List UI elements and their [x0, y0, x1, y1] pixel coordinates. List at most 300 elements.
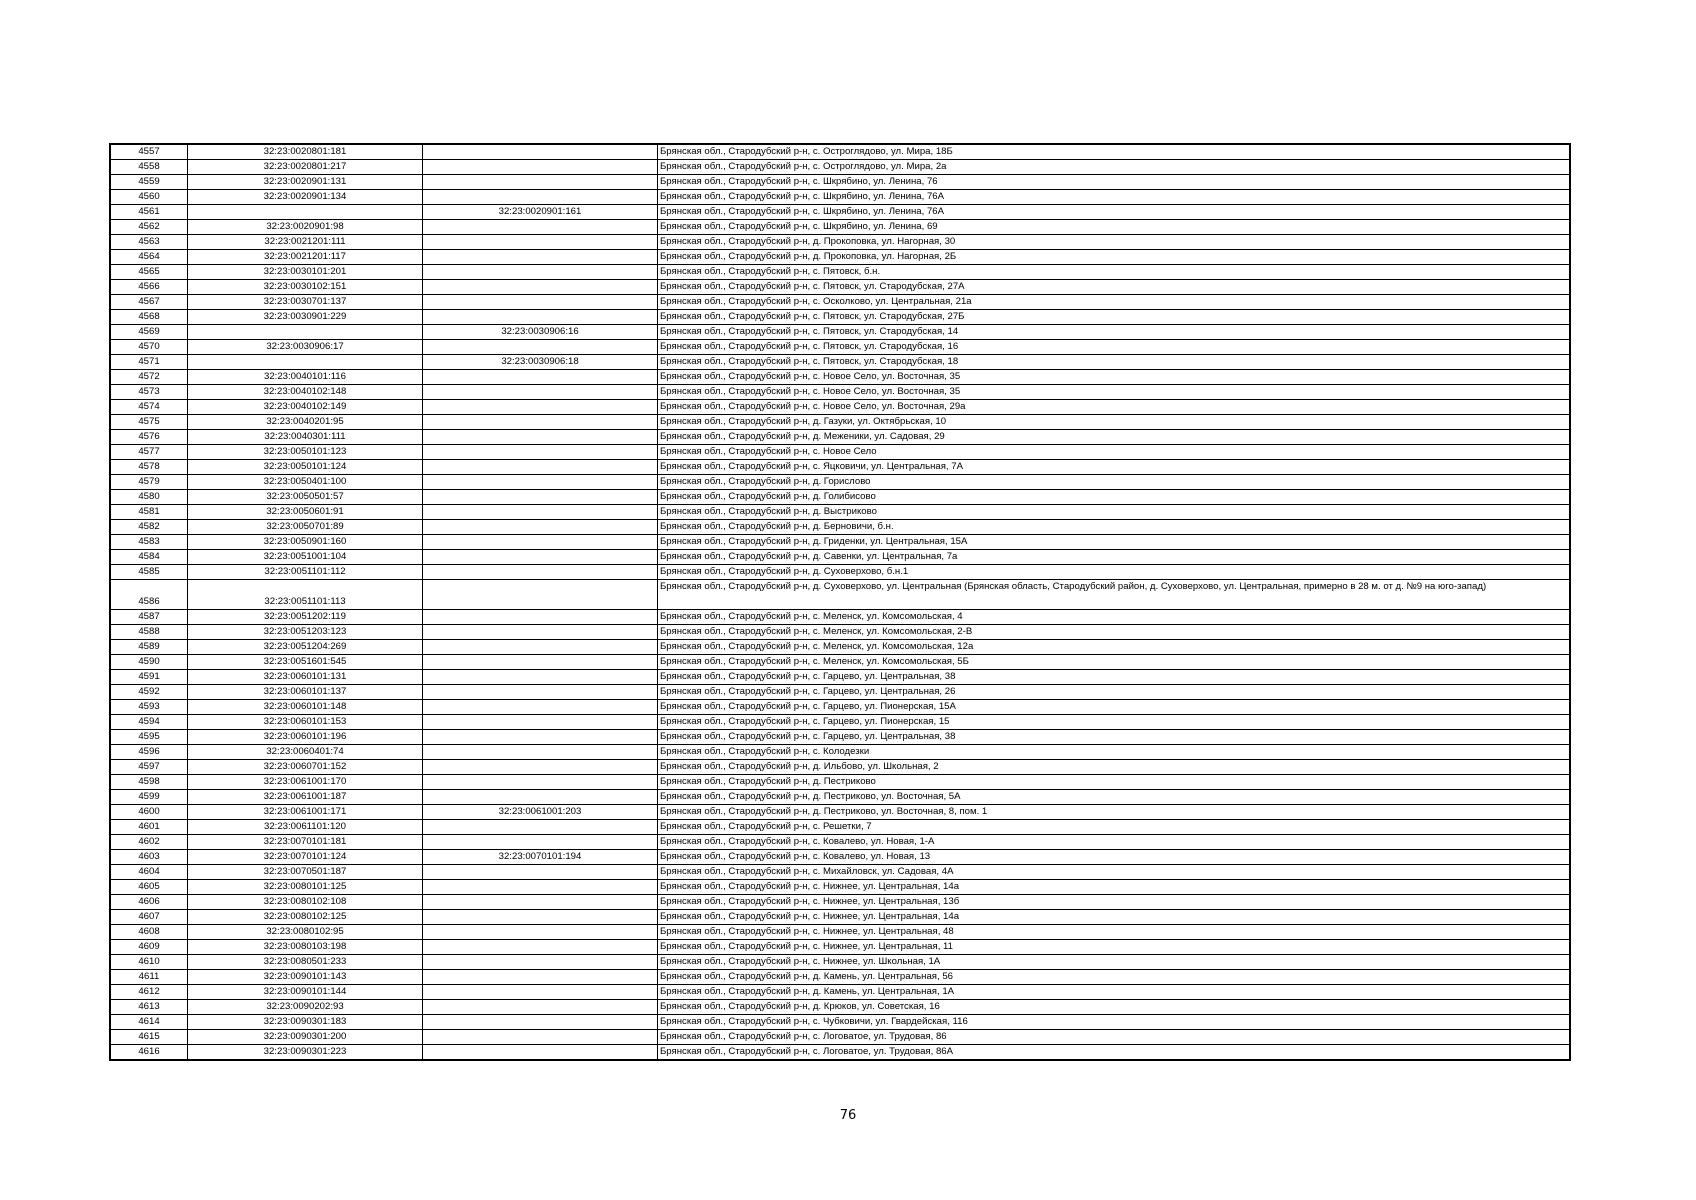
related-cadastral-number-cell	[423, 715, 658, 730]
address-cell: Брянская обл., Стародубский р-н, с. Нижнее, ул. Центральная, 14а	[658, 880, 1570, 895]
table-row	[111, 925, 1570, 940]
address-cell: Брянская обл., Стародубский р-н, с. Гарцево, ул. Центральная, 26	[658, 685, 1570, 700]
table-row	[111, 235, 1570, 250]
table-row	[111, 1030, 1570, 1045]
related-cadastral-number-cell	[423, 415, 658, 430]
related-cadastral-number-cell	[423, 430, 658, 445]
address-cell: Брянская обл., Стародубский р-н, д. Газуки, ул. Октябрьская, 10	[658, 415, 1570, 430]
cadastral-number-cell: 32:23:0051203:123	[188, 625, 423, 640]
table-row	[111, 1045, 1570, 1060]
address-cell: Брянская обл., Стародубский р-н, с. Новое Село, ул. Восточная, 35	[658, 370, 1570, 385]
address-cell: Брянская обл., Стародубский р-н, с. Логоватое, ул. Трудовая, 86А	[658, 1045, 1570, 1060]
table-row	[111, 880, 1570, 895]
table-row	[111, 310, 1570, 325]
row-number-cell: 4572	[111, 370, 188, 385]
table-row	[111, 280, 1570, 295]
address-cell: Брянская обл., Стародубский р-н, с. Новое Село, ул. Восточная, 35	[658, 385, 1570, 400]
row-number-cell: 4561	[111, 205, 188, 220]
cadastral-number-cell: 32:23:0051601:545	[188, 655, 423, 670]
related-cadastral-number-cell	[423, 760, 658, 775]
row-number-cell: 4600	[111, 805, 188, 820]
address-cell: Брянская обл., Стародубский р-н, с. Шкрябино, ул. Ленина, 76А	[658, 205, 1570, 220]
related-cadastral-number-cell	[423, 700, 658, 715]
cadastral-number-cell: 32:23:0080103:198	[188, 940, 423, 955]
cadastral-number-cell: 32:23:0060701:152	[188, 760, 423, 775]
cadastral-number-cell: 32:23:0061101:120	[188, 820, 423, 835]
table-row	[111, 1015, 1570, 1030]
address-cell: Брянская обл., Стародубский р-н, д. Суховерхово, б.н.1	[658, 565, 1570, 580]
address-cell: Брянская обл., Стародубский р-н, с. Гарцево, ул. Пионерская, 15А	[658, 700, 1570, 715]
table-row	[111, 835, 1570, 850]
address-cell: Брянская обл., Стародубский р-н, с. Ковалево, ул. Новая, 1-А	[658, 835, 1570, 850]
row-number-cell: 4577	[111, 445, 188, 460]
related-cadastral-number-cell: 32:23:0030906:18	[423, 355, 658, 370]
address-cell: Брянская обл., Стародубский р-н, с. Пятовск, ул. Стародубская, 16	[658, 340, 1570, 355]
table-row	[111, 760, 1570, 775]
table-row	[111, 730, 1570, 745]
related-cadastral-number-cell	[423, 655, 658, 670]
table-row	[111, 895, 1570, 910]
row-number-cell: 4580	[111, 490, 188, 505]
address-cell: Брянская обл., Стародубский р-н, с. Чубковичи, ул. Гвардейская, 116	[658, 1015, 1570, 1030]
related-cadastral-number-cell	[423, 250, 658, 265]
table-row	[111, 1000, 1570, 1015]
address-cell: Брянская обл., Стародубский р-н, д. Савенки, ул. Центральная, 7а	[658, 550, 1570, 565]
address-cell: Брянская обл., Стародубский р-н, с. Гарцево, ул. Пионерская, 15	[658, 715, 1570, 730]
row-number-cell: 4569	[111, 325, 188, 340]
cadastral-number-cell: 32:23:0051204:269	[188, 640, 423, 655]
cadastral-number-cell: 32:23:0050701:89	[188, 520, 423, 535]
cadastral-number-cell: 32:23:0050501:57	[188, 490, 423, 505]
related-cadastral-number-cell	[423, 1045, 658, 1060]
related-cadastral-number-cell	[423, 505, 658, 520]
row-number-cell: 4565	[111, 265, 188, 280]
address-cell: Брянская обл., Стародубский р-н, с. Логоватое, ул. Трудовая, 86	[658, 1030, 1570, 1045]
row-number-cell: 4557	[111, 145, 188, 160]
related-cadastral-number-cell	[423, 910, 658, 925]
related-cadastral-number-cell	[423, 610, 658, 625]
row-number-cell: 4601	[111, 820, 188, 835]
cadastral-number-cell: 32:23:0040301:111	[188, 430, 423, 445]
related-cadastral-number-cell	[423, 640, 658, 655]
cadastral-number-cell: 32:23:0051101:113	[188, 580, 423, 610]
row-number-cell: 4613	[111, 1000, 188, 1015]
cadastral-number-cell: 32:23:0051202:119	[188, 610, 423, 625]
table-row	[111, 685, 1570, 700]
related-cadastral-number-cell	[423, 235, 658, 250]
cadastral-number-cell: 32:23:0050601:91	[188, 505, 423, 520]
address-cell: Брянская обл., Стародубский р-н, с. Нижнее, ул. Школьная, 1А	[658, 955, 1570, 970]
row-number-cell: 4610	[111, 955, 188, 970]
address-cell: Брянская обл., Стародубский р-н, с. Решетки, 7	[658, 820, 1570, 835]
related-cadastral-number-cell	[423, 1015, 658, 1030]
row-number-cell: 4615	[111, 1030, 188, 1045]
table-row	[111, 220, 1570, 235]
cadastral-number-cell: 32:23:0020801:181	[188, 145, 423, 160]
page-number: 76	[839, 1108, 857, 1123]
address-cell: Брянская обл., Стародубский р-н, с. Новое Село, ул. Восточная, 29а	[658, 400, 1570, 415]
table-row	[111, 520, 1570, 535]
cadastral-number-cell: 32:23:0051001:104	[188, 550, 423, 565]
cadastral-number-cell: 32:23:0090301:223	[188, 1045, 423, 1060]
row-number-cell: 4596	[111, 745, 188, 760]
table-row	[111, 910, 1570, 925]
cadastral-number-cell: 32:23:0061001:170	[188, 775, 423, 790]
row-number-cell: 4604	[111, 865, 188, 880]
address-cell: Брянская обл., Стародубский р-н, с. Нижнее, ул. Центральная, 14а	[658, 910, 1570, 925]
table-row	[111, 295, 1570, 310]
row-number-cell: 4560	[111, 190, 188, 205]
related-cadastral-number-cell	[423, 220, 658, 235]
related-cadastral-number-cell	[423, 580, 658, 610]
address-cell: Брянская обл., Стародубский р-н, д. Камень, ул. Центральная, 56	[658, 970, 1570, 985]
cadastral-number-cell: 32:23:0061001:187	[188, 790, 423, 805]
row-number-cell: 4593	[111, 700, 188, 715]
address-cell: Брянская обл., Стародубский р-н, д. Берновичи, б.н.	[658, 520, 1570, 535]
table-row	[111, 790, 1570, 805]
cadastral-number-cell: 32:23:0060101:153	[188, 715, 423, 730]
cadastral-number-cell: 32:23:0020901:98	[188, 220, 423, 235]
cadastral-number-cell: 32:23:0060101:148	[188, 700, 423, 715]
cadastral-number-cell: 32:23:0060401:74	[188, 745, 423, 760]
cadastral-number-cell: 32:23:0050901:160	[188, 535, 423, 550]
row-number-cell: 4563	[111, 235, 188, 250]
row-number-cell: 4567	[111, 295, 188, 310]
row-number-cell: 4558	[111, 160, 188, 175]
table-row	[111, 820, 1570, 835]
address-cell: Брянская обл., Стародубский р-н, с. Шкрябино, ул. Ленина, 69	[658, 220, 1570, 235]
table-row	[111, 955, 1570, 970]
address-cell: Брянская обл., Стародубский р-н, с. Гарцево, ул. Центральная, 38	[658, 730, 1570, 745]
cadastral-number-cell: 32:23:0080102:95	[188, 925, 423, 940]
address-cell: Брянская обл., Стародубский р-н, с. Меленск, ул. Комсомольская, 4	[658, 610, 1570, 625]
row-number-cell: 4581	[111, 505, 188, 520]
row-number-cell: 4616	[111, 1045, 188, 1060]
related-cadastral-number-cell	[423, 145, 658, 160]
related-cadastral-number-cell	[423, 985, 658, 1000]
cadastral-number-cell: 32:23:0020901:131	[188, 175, 423, 190]
related-cadastral-number-cell	[423, 625, 658, 640]
address-cell: Брянская обл., Стародубский р-н, с. Шкрябино, ул. Ленина, 76А	[658, 190, 1570, 205]
row-number-cell: 4586	[111, 580, 188, 610]
row-number-cell: 4612	[111, 985, 188, 1000]
table-row	[111, 475, 1570, 490]
row-number-cell: 4578	[111, 460, 188, 475]
address-cell: Брянская обл., Стародубский р-н, с. Остроглядово, ул. Мира, 18Б	[658, 145, 1570, 160]
related-cadastral-number-cell	[423, 490, 658, 505]
table-row	[111, 250, 1570, 265]
register-table-body	[111, 145, 1570, 1060]
related-cadastral-number-cell	[423, 565, 658, 580]
cadastral-number-cell: 32:23:0050101:123	[188, 445, 423, 460]
address-cell: Брянская обл., Стародубский р-н, с. Нижнее, ул. Центральная, 48	[658, 925, 1570, 940]
address-cell: Брянская обл., Стародубский р-н, с. Яцковичи, ул. Центральная, 7А	[658, 460, 1570, 475]
cadastral-number-cell: 32:23:0090101:143	[188, 970, 423, 985]
table-row	[111, 490, 1570, 505]
address-cell: Брянская обл., Стародубский р-н, с. Пятовск, ул. Стародубская, 27А	[658, 280, 1570, 295]
row-number-cell: 4568	[111, 310, 188, 325]
related-cadastral-number-cell: 32:23:0070101:194	[423, 850, 658, 865]
table-row	[111, 460, 1570, 475]
cadastral-number-cell: 32:23:0020801:217	[188, 160, 423, 175]
table-row	[111, 400, 1570, 415]
table-row	[111, 160, 1570, 175]
row-number-cell: 4583	[111, 535, 188, 550]
table-row	[111, 580, 1570, 610]
cadastral-number-cell	[188, 325, 423, 340]
table-row	[111, 985, 1570, 1000]
table-row	[111, 715, 1570, 730]
cadastral-number-cell: 32:23:0061001:171	[188, 805, 423, 820]
cadastral-number-cell: 32:23:0080501:233	[188, 955, 423, 970]
table-row	[111, 535, 1570, 550]
row-number-cell: 4585	[111, 565, 188, 580]
related-cadastral-number-cell	[423, 160, 658, 175]
cadastral-number-cell: 32:23:0090301:200	[188, 1030, 423, 1045]
row-number-cell: 4598	[111, 775, 188, 790]
related-cadastral-number-cell	[423, 175, 658, 190]
related-cadastral-number-cell	[423, 955, 658, 970]
address-cell: Брянская обл., Стародубский р-н, с. Гарцево, ул. Центральная, 38	[658, 670, 1570, 685]
address-cell: Брянская обл., Стародубский р-н, с. Меленск, ул. Комсомольская, 12а	[658, 640, 1570, 655]
table-row	[111, 325, 1570, 340]
address-cell: Брянская обл., Стародубский р-н, с. Шкрябино, ул. Ленина, 76	[658, 175, 1570, 190]
address-cell: Брянская обл., Стародубский р-н, с. Осколково, ул. Центральная, 21а	[658, 295, 1570, 310]
row-number-cell: 4594	[111, 715, 188, 730]
related-cadastral-number-cell	[423, 445, 658, 460]
row-number-cell: 4611	[111, 970, 188, 985]
related-cadastral-number-cell	[423, 685, 658, 700]
table-row	[111, 805, 1570, 820]
row-number-cell: 4574	[111, 400, 188, 415]
cadastral-number-cell: 32:23:0030101:201	[188, 265, 423, 280]
row-number-cell: 4566	[111, 280, 188, 295]
row-number-cell: 4609	[111, 940, 188, 955]
table-row	[111, 445, 1570, 460]
row-number-cell: 4588	[111, 625, 188, 640]
cadastral-number-cell: 32:23:0040102:149	[188, 400, 423, 415]
related-cadastral-number-cell	[423, 310, 658, 325]
related-cadastral-number-cell	[423, 925, 658, 940]
table-row	[111, 625, 1570, 640]
related-cadastral-number-cell	[423, 820, 658, 835]
address-cell: Брянская обл., Стародубский р-н, с. Пятовск, ул. Стародубская, 18	[658, 355, 1570, 370]
table-row	[111, 865, 1570, 880]
row-number-cell: 4575	[111, 415, 188, 430]
register-table	[109, 143, 1571, 1061]
related-cadastral-number-cell	[423, 265, 658, 280]
row-number-cell: 4570	[111, 340, 188, 355]
row-number-cell: 4605	[111, 880, 188, 895]
related-cadastral-number-cell	[423, 1030, 658, 1045]
row-number-cell: 4562	[111, 220, 188, 235]
related-cadastral-number-cell	[423, 745, 658, 760]
address-cell: Брянская обл., Стародубский р-н, с. Нижнее, ул. Центральная, 11	[658, 940, 1570, 955]
row-number-cell: 4559	[111, 175, 188, 190]
address-cell: Брянская обл., Стародубский р-н, с. Колодезки	[658, 745, 1570, 760]
row-number-cell: 4589	[111, 640, 188, 655]
address-cell: Брянская обл., Стародубский р-н, с. Пятовск, б.н.	[658, 265, 1570, 280]
row-number-cell: 4608	[111, 925, 188, 940]
row-number-cell: 4579	[111, 475, 188, 490]
table-row	[111, 565, 1570, 580]
row-number-cell: 4564	[111, 250, 188, 265]
related-cadastral-number-cell	[423, 520, 658, 535]
row-number-cell: 4590	[111, 655, 188, 670]
cadastral-number-cell: 32:23:0080101:125	[188, 880, 423, 895]
cadastral-number-cell: 32:23:0070101:124	[188, 850, 423, 865]
cadastral-number-cell: 32:23:0060101:131	[188, 670, 423, 685]
cadastral-number-cell	[188, 205, 423, 220]
row-number-cell: 4602	[111, 835, 188, 850]
table-row	[111, 265, 1570, 280]
related-cadastral-number-cell	[423, 970, 658, 985]
table-row	[111, 505, 1570, 520]
table-row	[111, 775, 1570, 790]
address-cell: Брянская обл., Стародубский р-н, с. Нижнее, ул. Центральная, 13б	[658, 895, 1570, 910]
cadastral-number-cell: 32:23:0080102:125	[188, 910, 423, 925]
related-cadastral-number-cell	[423, 385, 658, 400]
cadastral-number-cell: 32:23:0030906:17	[188, 340, 423, 355]
related-cadastral-number-cell	[423, 295, 658, 310]
related-cadastral-number-cell	[423, 730, 658, 745]
address-cell: Брянская обл., Стародубский р-н, д. Пестриково, ул. Восточная, 5А	[658, 790, 1570, 805]
cadastral-number-cell: 32:23:0030701:137	[188, 295, 423, 310]
table-row	[111, 670, 1570, 685]
address-cell: Брянская обл., Стародубский р-н, д. Голибисово	[658, 490, 1570, 505]
address-cell: Брянская обл., Стародубский р-н, д. Прокоповка, ул. Нагорная, 2Б	[658, 250, 1570, 265]
table-row	[111, 355, 1570, 370]
related-cadastral-number-cell	[423, 940, 658, 955]
row-number-cell: 4591	[111, 670, 188, 685]
related-cadastral-number-cell	[423, 880, 658, 895]
cadastral-number-cell: 32:23:0050101:124	[188, 460, 423, 475]
table-row	[111, 430, 1570, 445]
address-cell: Брянская обл., Стародубский р-н, д. Крюков, ул. Советская, 16	[658, 1000, 1570, 1015]
address-cell: Брянская обл., Стародубский р-н, с. Пятовск, ул. Стародубская, 14	[658, 325, 1570, 340]
related-cadastral-number-cell	[423, 400, 658, 415]
row-number-cell: 4571	[111, 355, 188, 370]
cadastral-number-cell: 32:23:0021201:117	[188, 250, 423, 265]
address-cell: Брянская обл., Стародубский р-н, с. Остроглядово, ул. Мира, 2а	[658, 160, 1570, 175]
address-cell: Брянская обл., Стародубский р-н, д. Ильбово, ул. Школьная, 2	[658, 760, 1570, 775]
related-cadastral-number-cell	[423, 670, 658, 685]
related-cadastral-number-cell	[423, 190, 658, 205]
address-cell: Брянская обл., Стародубский р-н, д. Выстриково	[658, 505, 1570, 520]
related-cadastral-number-cell	[423, 535, 658, 550]
cadastral-number-cell: 32:23:0030901:229	[188, 310, 423, 325]
table-row	[111, 175, 1570, 190]
related-cadastral-number-cell	[423, 460, 658, 475]
related-cadastral-number-cell	[423, 340, 658, 355]
row-number-cell: 4606	[111, 895, 188, 910]
address-cell: Брянская обл., Стародубский р-н, д. Пестриково, ул. Восточная, 8, пом. 1	[658, 805, 1570, 820]
table-row	[111, 940, 1570, 955]
table-row	[111, 850, 1570, 865]
address-cell: Брянская обл., Стародубский р-н, с. Меленск, ул. Комсомольская, 5Б	[658, 655, 1570, 670]
table-row	[111, 370, 1570, 385]
row-number-cell: 4599	[111, 790, 188, 805]
cadastral-number-cell: 32:23:0040201:95	[188, 415, 423, 430]
address-cell: Брянская обл., Стародубский р-н, с. Михайловск, ул. Садовая, 4А	[658, 865, 1570, 880]
related-cadastral-number-cell	[423, 895, 658, 910]
related-cadastral-number-cell	[423, 280, 658, 295]
table-row	[111, 415, 1570, 430]
related-cadastral-number-cell	[423, 475, 658, 490]
cadastral-number-cell: 32:23:0060101:137	[188, 685, 423, 700]
table-row	[111, 745, 1570, 760]
related-cadastral-number-cell: 32:23:0030906:16	[423, 325, 658, 340]
related-cadastral-number-cell	[423, 775, 658, 790]
address-cell: Брянская обл., Стародубский р-н, д. Горислово	[658, 475, 1570, 490]
address-cell: Брянская обл., Стародубский р-н, д. Гриденки, ул. Центральная, 15А	[658, 535, 1570, 550]
cadastral-number-cell: 32:23:0090301:183	[188, 1015, 423, 1030]
related-cadastral-number-cell: 32:23:0020901:161	[423, 205, 658, 220]
related-cadastral-number-cell	[423, 370, 658, 385]
address-cell: Брянская обл., Стародубский р-н, с. Пятовск, ул. Стародубская, 27Б	[658, 310, 1570, 325]
table-row	[111, 610, 1570, 625]
table-row	[111, 205, 1570, 220]
row-number-cell: 4597	[111, 760, 188, 775]
table-row	[111, 385, 1570, 400]
table-row	[111, 700, 1570, 715]
table-row	[111, 340, 1570, 355]
cadastral-number-cell: 32:23:0021201:111	[188, 235, 423, 250]
related-cadastral-number-cell	[423, 550, 658, 565]
row-number-cell: 4607	[111, 910, 188, 925]
cadastral-number-cell: 32:23:0060101:196	[188, 730, 423, 745]
address-cell: Брянская обл., Стародубский р-н, д. Прокоповка, ул. Нагорная, 30	[658, 235, 1570, 250]
cadastral-number-cell: 32:23:0090101:144	[188, 985, 423, 1000]
address-cell: Брянская обл., Стародубский р-н, с. Ковалево, ул. Новая, 13	[658, 850, 1570, 865]
row-number-cell: 4576	[111, 430, 188, 445]
related-cadastral-number-cell: 32:23:0061001:203	[423, 805, 658, 820]
row-number-cell: 4614	[111, 1015, 188, 1030]
table-row	[111, 145, 1570, 160]
related-cadastral-number-cell	[423, 865, 658, 880]
row-number-cell: 4587	[111, 610, 188, 625]
table-row	[111, 640, 1570, 655]
address-cell: Брянская обл., Стародубский р-н, с. Новое Село	[658, 445, 1570, 460]
cadastral-number-cell: 32:23:0020901:134	[188, 190, 423, 205]
cadastral-number-cell: 32:23:0051101:112	[188, 565, 423, 580]
related-cadastral-number-cell	[423, 835, 658, 850]
address-cell: Брянская обл., Стародубский р-н, с. Меленск, ул. Комсомольская, 2-В	[658, 625, 1570, 640]
row-number-cell: 4592	[111, 685, 188, 700]
cadastral-number-cell: 32:23:0070501:187	[188, 865, 423, 880]
address-cell: Брянская обл., Стародубский р-н, д. Камень, ул. Центральная, 1А	[658, 985, 1570, 1000]
row-number-cell: 4595	[111, 730, 188, 745]
table-row	[111, 190, 1570, 205]
cadastral-number-cell: 32:23:0040101:116	[188, 370, 423, 385]
address-cell: Брянская обл., Стародубский р-н, д. Меженики, ул. Садовая, 29	[658, 430, 1570, 445]
cadastral-number-cell: 32:23:0050401:100	[188, 475, 423, 490]
cadastral-number-cell	[188, 355, 423, 370]
related-cadastral-number-cell	[423, 1000, 658, 1015]
cadastral-number-cell: 32:23:0030102:151	[188, 280, 423, 295]
table-row	[111, 550, 1570, 565]
row-number-cell: 4603	[111, 850, 188, 865]
cadastral-number-cell: 32:23:0070101:181	[188, 835, 423, 850]
row-number-cell: 4573	[111, 385, 188, 400]
cadastral-number-cell: 32:23:0040102:148	[188, 385, 423, 400]
table-row	[111, 970, 1570, 985]
cadastral-number-cell: 32:23:0090202:93	[188, 1000, 423, 1015]
table-row	[111, 655, 1570, 670]
row-number-cell: 4584	[111, 550, 188, 565]
address-cell: Брянская обл., Стародубский р-н, д. Пестриково	[658, 775, 1570, 790]
row-number-cell: 4582	[111, 520, 188, 535]
